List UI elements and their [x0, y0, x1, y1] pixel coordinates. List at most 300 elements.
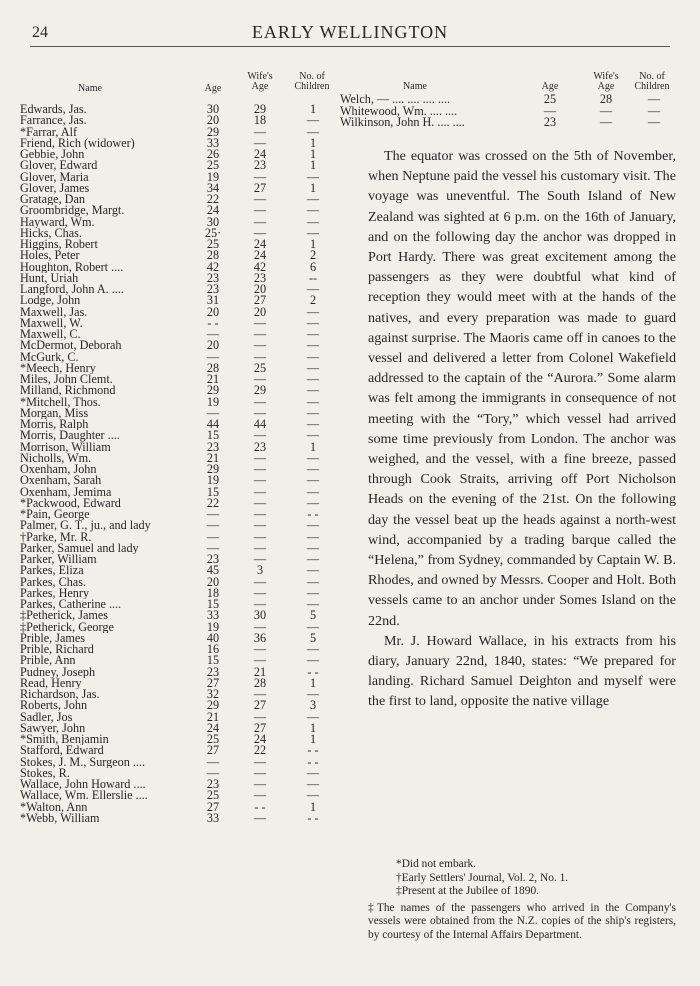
passenger-age: — [206, 349, 220, 364]
passenger-name: Morris, Daughter .... [20, 430, 120, 442]
passenger-name: Glover, Edward [20, 160, 98, 172]
children-count: — [306, 192, 320, 206]
passenger-age: 34 [206, 180, 220, 195]
passenger-age: 15 [206, 597, 220, 611]
children-count: - - [307, 507, 319, 521]
passenger-age: - - [207, 315, 219, 330]
table-row [20, 540, 336, 555]
right-column [340, 70, 674, 129]
children-count: — [306, 282, 320, 296]
passenger-name: Whitewood, Wm. .... .... [340, 103, 458, 118]
wifes-age: — [253, 192, 267, 206]
passenger-name: *Farrar, Alf [20, 126, 78, 138]
children-count: 1 [309, 732, 317, 746]
passenger-age: — [206, 327, 220, 341]
passenger-age: — [206, 507, 220, 521]
wifes-age: — [253, 405, 267, 420]
children-count: 1 [309, 102, 317, 116]
children-count: 6 [309, 259, 317, 274]
children-count: — [306, 563, 320, 578]
wifes-age: — [253, 574, 267, 589]
passenger-name: Gebbie, John [20, 149, 85, 161]
table-row [20, 599, 336, 610]
passenger-age: 28 [206, 360, 220, 375]
wifes-age: — [253, 372, 267, 386]
page-number: 24 [32, 24, 48, 41]
passenger-name: Langford, John A. .... [20, 284, 124, 296]
passenger-name: Stokes, J. M., Surgeon .... [20, 756, 146, 768]
children-count: — [306, 304, 320, 319]
header-age: Age [204, 83, 222, 94]
passenger-name: *Webb, William [20, 812, 100, 824]
passenger-name: Pudney, Joseph [20, 666, 96, 678]
passenger-name: McGurk, C. [20, 351, 79, 363]
wifes-age: — [253, 777, 267, 791]
wifes-age: — [253, 709, 267, 724]
table-row [20, 554, 336, 565]
passenger-name: Parker, William [20, 554, 97, 566]
wifes-age: — [253, 225, 267, 240]
passenger-age: 25· [204, 225, 222, 240]
children-count: — [306, 338, 320, 353]
page-header [30, 22, 670, 44]
wifes-age: — [253, 585, 267, 600]
passenger-age: 19 [206, 169, 220, 184]
table-row [20, 430, 336, 441]
wifes-age: — [253, 810, 267, 825]
table-row [20, 135, 336, 150]
passenger-name: ‡Petherick, George [20, 621, 114, 633]
passenger-name: Morgan, Miss [20, 407, 89, 419]
table-row [20, 405, 336, 420]
table-row [20, 509, 336, 520]
passenger-name: Prible, Richard [20, 644, 94, 656]
wifes-age: — [253, 597, 267, 611]
children-count: 2 [309, 248, 317, 263]
wifes-age: — [253, 687, 267, 701]
right-header-age: Age [541, 81, 559, 92]
passenger-name: Houghton, Robert .... [20, 261, 124, 273]
wifes-age: — [253, 315, 267, 330]
table-row [20, 610, 336, 621]
narrative-text [368, 146, 676, 712]
passenger-name: Higgins, Robert [20, 239, 98, 251]
passenger-name: ‡Petherick, James [20, 610, 108, 622]
children-count: — [306, 518, 320, 533]
wifes-age: — [599, 115, 613, 129]
passenger-age: 28 [206, 248, 220, 263]
header-wifes-age: Wife's Age [247, 71, 273, 92]
children-count: — [306, 417, 320, 431]
wifes-age: 20 [253, 282, 267, 296]
table-row [20, 630, 336, 645]
table-row [20, 765, 336, 780]
passenger-name: Hicks, Chas. [20, 227, 82, 239]
passenger-name: Sadler, Jos [20, 711, 73, 723]
passenger-name: Gratage, Dan [20, 194, 85, 206]
table-row [20, 194, 336, 205]
passenger-name: Morris, Ralph [20, 419, 89, 431]
table-row [20, 374, 336, 385]
wifes-age: — [253, 124, 267, 139]
table-row [20, 779, 336, 790]
passenger-name: Welch, — .... .... .... .... [340, 92, 451, 106]
right-header-name: Name [403, 81, 427, 92]
wifes-age: — [253, 653, 267, 668]
table-row [20, 464, 336, 475]
passenger-age: 24 [206, 203, 220, 218]
children-count: 5 [309, 608, 317, 623]
children-count: — [306, 574, 320, 589]
passenger-age: 22 [206, 192, 220, 206]
passenger-age: 27 [206, 675, 220, 690]
table-row [20, 214, 336, 229]
children-count: — [306, 315, 320, 330]
table-row [20, 349, 336, 364]
passenger-name: *Meech, Henry [20, 362, 96, 374]
table-row [20, 709, 336, 724]
table-row [20, 664, 336, 679]
passenger-name: McDermot, Deborah [20, 340, 122, 352]
children-count: — [306, 428, 320, 443]
passenger-name: Farrance, Jas. [20, 115, 87, 127]
passenger-name: Morrison, William [20, 441, 111, 453]
table-header [20, 70, 336, 104]
wifes-age: 3 [256, 563, 264, 578]
children-count: 2 [309, 293, 317, 308]
table-row [20, 284, 336, 295]
wifes-age: 23 [253, 270, 267, 285]
wifes-age: — [253, 788, 267, 803]
children-count: 1 [309, 799, 317, 814]
wifes-age: 29 [253, 102, 267, 116]
children-count: — [306, 540, 320, 555]
children-count: - - [307, 754, 319, 769]
table-row [20, 790, 336, 801]
table-row [20, 149, 336, 160]
wifes-age: — [253, 462, 267, 476]
passenger-name: *Mitchell, Thos. [20, 396, 101, 408]
passenger-age: 16 [206, 642, 220, 656]
table-row [20, 495, 336, 510]
passenger-age: 29 [206, 462, 220, 476]
passenger-name: Lodge, John [20, 295, 81, 307]
children-count: — [306, 788, 320, 803]
passenger-age: 45 [206, 563, 220, 578]
passenger-name: Holes, Peter [20, 250, 80, 262]
passenger-name: Prible, James [20, 632, 85, 644]
table-row [20, 250, 336, 261]
children-count: — [306, 214, 320, 229]
passenger-age: 20 [206, 574, 220, 589]
table-row [20, 180, 336, 195]
table-row [20, 329, 336, 340]
children-count: — [306, 484, 320, 499]
children-count: — [306, 113, 320, 128]
passenger-age: 31 [206, 293, 220, 308]
table-row [20, 574, 336, 589]
passenger-age: 15 [206, 653, 220, 668]
children-count: — [306, 709, 320, 724]
passenger-name: Wallace, John Howard .... [20, 779, 146, 791]
wifes-age: — [253, 765, 267, 780]
passenger-age: 25 [206, 237, 220, 251]
children-count: — [306, 405, 320, 420]
children-count: — [306, 225, 320, 240]
wifes-age: 30 [253, 608, 267, 623]
children-count: — [306, 765, 320, 780]
passenger-name: Maxwell, W. [20, 317, 83, 329]
wifes-age: — [253, 203, 267, 218]
children-count: 1 [309, 237, 317, 251]
wifes-age: — [253, 473, 267, 488]
children-count: -- [308, 270, 318, 285]
children-count: 1 [309, 675, 317, 690]
table-row [20, 104, 336, 115]
children-count: — [647, 115, 661, 129]
wifes-age: — [253, 540, 267, 555]
children-count: — [306, 473, 320, 488]
children-count: — [306, 687, 320, 701]
passenger-name: Maxwell, Jas. [20, 306, 88, 318]
children-count: — [306, 450, 320, 465]
wifes-age: 28 [599, 92, 613, 106]
passenger-age: 23 [543, 115, 557, 129]
children-count: - - [307, 743, 319, 758]
passenger-name: Maxwell, C. [20, 329, 81, 341]
wifes-age: 20 [253, 304, 267, 319]
table-row [20, 115, 336, 126]
table-row [20, 259, 336, 274]
footnote: ‡Present at the Jubilee of 1890. [396, 885, 539, 898]
passenger-age: 25 [206, 732, 220, 746]
wifes-age: — [253, 394, 267, 409]
passenger-age: 23 [206, 270, 220, 285]
children-count: 1 [309, 147, 317, 161]
passenger-age: 23 [206, 439, 220, 454]
table-row [20, 799, 336, 814]
passenger-age: 22 [206, 495, 220, 510]
wifes-age: — [599, 103, 613, 118]
passenger-age: 33 [206, 810, 220, 825]
wifes-age: - - [254, 799, 266, 814]
passenger-name: Milland, Richmond [20, 385, 116, 397]
footnotes [368, 858, 676, 943]
passenger-age: 19 [206, 394, 220, 409]
children-count: 1 [309, 158, 317, 173]
passenger-age: 33 [206, 608, 220, 623]
passenger-name: Parkes, Chas. [20, 576, 87, 588]
children-count: — [306, 495, 320, 510]
passenger-age: 15 [206, 428, 220, 443]
wifes-age: — [253, 135, 267, 150]
passenger-name: *Pain, George [20, 509, 90, 521]
table-row [20, 734, 336, 745]
table-row [20, 295, 336, 306]
children-count: — [306, 394, 320, 409]
passenger-age: 33 [206, 135, 220, 150]
wifes-age: 18 [253, 113, 267, 128]
table-row [20, 689, 336, 700]
passenger-name: Oxenham, John [20, 464, 97, 476]
passenger-name: Oxenham, Jemima [20, 486, 112, 498]
table-row [20, 475, 336, 486]
passenger-name: Sawyer, John [20, 722, 86, 734]
table-row [20, 520, 336, 531]
passenger-age: 27 [206, 799, 220, 814]
children-count: — [306, 360, 320, 375]
wifes-age: 36 [253, 630, 267, 645]
children-count: — [306, 552, 320, 566]
passenger-name: Wallace, Wm. Ellerslie .... [20, 790, 148, 802]
wifes-age: 21 [253, 664, 267, 679]
table-row [20, 484, 336, 499]
table-row [20, 340, 336, 351]
passenger-name: Oxenham, Sarah [20, 475, 102, 487]
table-row [20, 205, 336, 216]
table-row [20, 720, 336, 735]
passenger-name: Hayward, Wm. [20, 216, 95, 228]
wifes-age: 25 [253, 360, 267, 375]
wifes-age: — [253, 642, 267, 656]
passenger-age: 27 [206, 743, 220, 758]
passenger-name: Hunt, Uriah [20, 272, 79, 284]
children-count: - - [307, 664, 319, 679]
passenger-age: 42 [206, 259, 220, 274]
passenger-name: Friend, Rich (widower) [20, 137, 135, 149]
children-count: — [306, 169, 320, 184]
children-count: 5 [309, 630, 317, 645]
footnote: †Early Settlers' Journal, Vol. 2, No. 1. [396, 871, 569, 884]
children-count: — [306, 585, 320, 600]
passenger-age: 15 [206, 484, 220, 499]
passenger-name: Glover, James [20, 182, 90, 194]
table-row [20, 304, 336, 319]
children-count: — [306, 383, 320, 398]
wifes-age: 29 [253, 383, 267, 398]
children-count: — [647, 92, 661, 106]
passenger-age: 29 [206, 124, 220, 139]
right-header-wifes-age: Wife's Age [593, 71, 619, 92]
passenger-age: — [206, 518, 220, 533]
table-row [20, 439, 336, 454]
table-row [20, 239, 336, 250]
wifes-age: — [253, 754, 267, 769]
wifes-age: — [253, 619, 267, 634]
children-count: — [306, 372, 320, 386]
passenger-age: — [206, 540, 220, 555]
passenger-age: 32 [206, 687, 220, 701]
footnote: *Did not embark. [396, 858, 477, 870]
table-row [20, 160, 336, 171]
table-row [20, 745, 336, 756]
table-row [20, 585, 336, 600]
passenger-age: 23 [206, 664, 220, 679]
passenger-name: Groombridge, Margt. [20, 205, 125, 217]
table-row [20, 810, 336, 825]
passenger-name: Roberts, John [20, 700, 88, 712]
passenger-age: 23 [206, 777, 220, 791]
wifes-age: — [253, 495, 267, 510]
passenger-age: 20 [206, 113, 220, 128]
passenger-name: Parkes, Henry [20, 587, 90, 599]
passenger-name: Edwards, Jas. [20, 104, 87, 116]
children-count: — [306, 349, 320, 364]
wifes-age: 22 [253, 743, 267, 758]
wifes-age: — [253, 529, 267, 544]
children-count: — [306, 529, 320, 544]
table-row [20, 225, 336, 240]
wifes-age: 24 [253, 732, 267, 746]
right-passenger-rows [340, 94, 674, 129]
children-count: — [306, 653, 320, 668]
passenger-age: 24 [206, 720, 220, 735]
children-count: — [306, 642, 320, 656]
wifes-age: — [253, 169, 267, 184]
passenger-age: 40 [206, 630, 220, 645]
header-rule [30, 46, 670, 47]
passenger-age: — [206, 754, 220, 769]
table-row [20, 700, 336, 711]
wifes-age: 42 [253, 259, 267, 274]
wifes-age: — [253, 450, 267, 465]
wifes-age: — [253, 214, 267, 229]
passenger-name: †Parke, Mr. R. [20, 531, 92, 543]
passenger-age: 26 [206, 147, 220, 161]
passenger-age: 23 [206, 552, 220, 566]
table-row [20, 450, 336, 465]
table-row [20, 169, 336, 184]
wifes-age: 44 [253, 417, 267, 431]
passenger-name: Wilkinson, John H. .... .... [340, 115, 465, 129]
passenger-name: Palmer, G. T., ju., and lady [20, 520, 151, 532]
children-count: 1 [309, 720, 317, 735]
wifes-age: — [253, 484, 267, 499]
footnote-note: ‡The names of the passengers who arrived in the Company's vessels were obtained from the N.Z. copies of the ship's registers, by courtesy of the Internal Affairs Department. [368, 901, 676, 941]
passenger-age: 23 [206, 282, 220, 296]
wifes-age: 23 [253, 158, 267, 173]
passenger-name: Read, Henry [20, 677, 82, 689]
children-count: 1 [309, 135, 317, 150]
passenger-age: 25 [206, 788, 220, 803]
passenger-age: 21 [206, 709, 220, 724]
wifes-age: 28 [253, 675, 267, 690]
passenger-age: 30 [206, 102, 220, 116]
passenger-name: Glover, Maria [20, 171, 89, 183]
wifes-age: 27 [253, 293, 267, 308]
passenger-age: 19 [206, 619, 220, 634]
children-count: — [306, 203, 320, 218]
passenger-age: 30 [206, 214, 220, 229]
passenger-age: 18 [206, 585, 220, 600]
passenger-age: 25 [206, 158, 220, 173]
children-count: — [647, 103, 661, 118]
passenger-age: 29 [206, 383, 220, 398]
wifes-age: 24 [253, 237, 267, 251]
wifes-age: 24 [253, 248, 267, 263]
wifes-age: 27 [253, 720, 267, 735]
passenger-age: 44 [206, 417, 220, 431]
right-table-header [340, 70, 674, 94]
wifes-age: 27 [253, 180, 267, 195]
table-row [20, 419, 336, 430]
passenger-age: — [206, 405, 220, 420]
passenger-age: — [206, 765, 220, 780]
passenger-name: Parkes, Catherine .... [20, 599, 122, 611]
children-count: — [306, 462, 320, 476]
passenger-age: 21 [206, 450, 220, 465]
table-row [20, 529, 336, 544]
